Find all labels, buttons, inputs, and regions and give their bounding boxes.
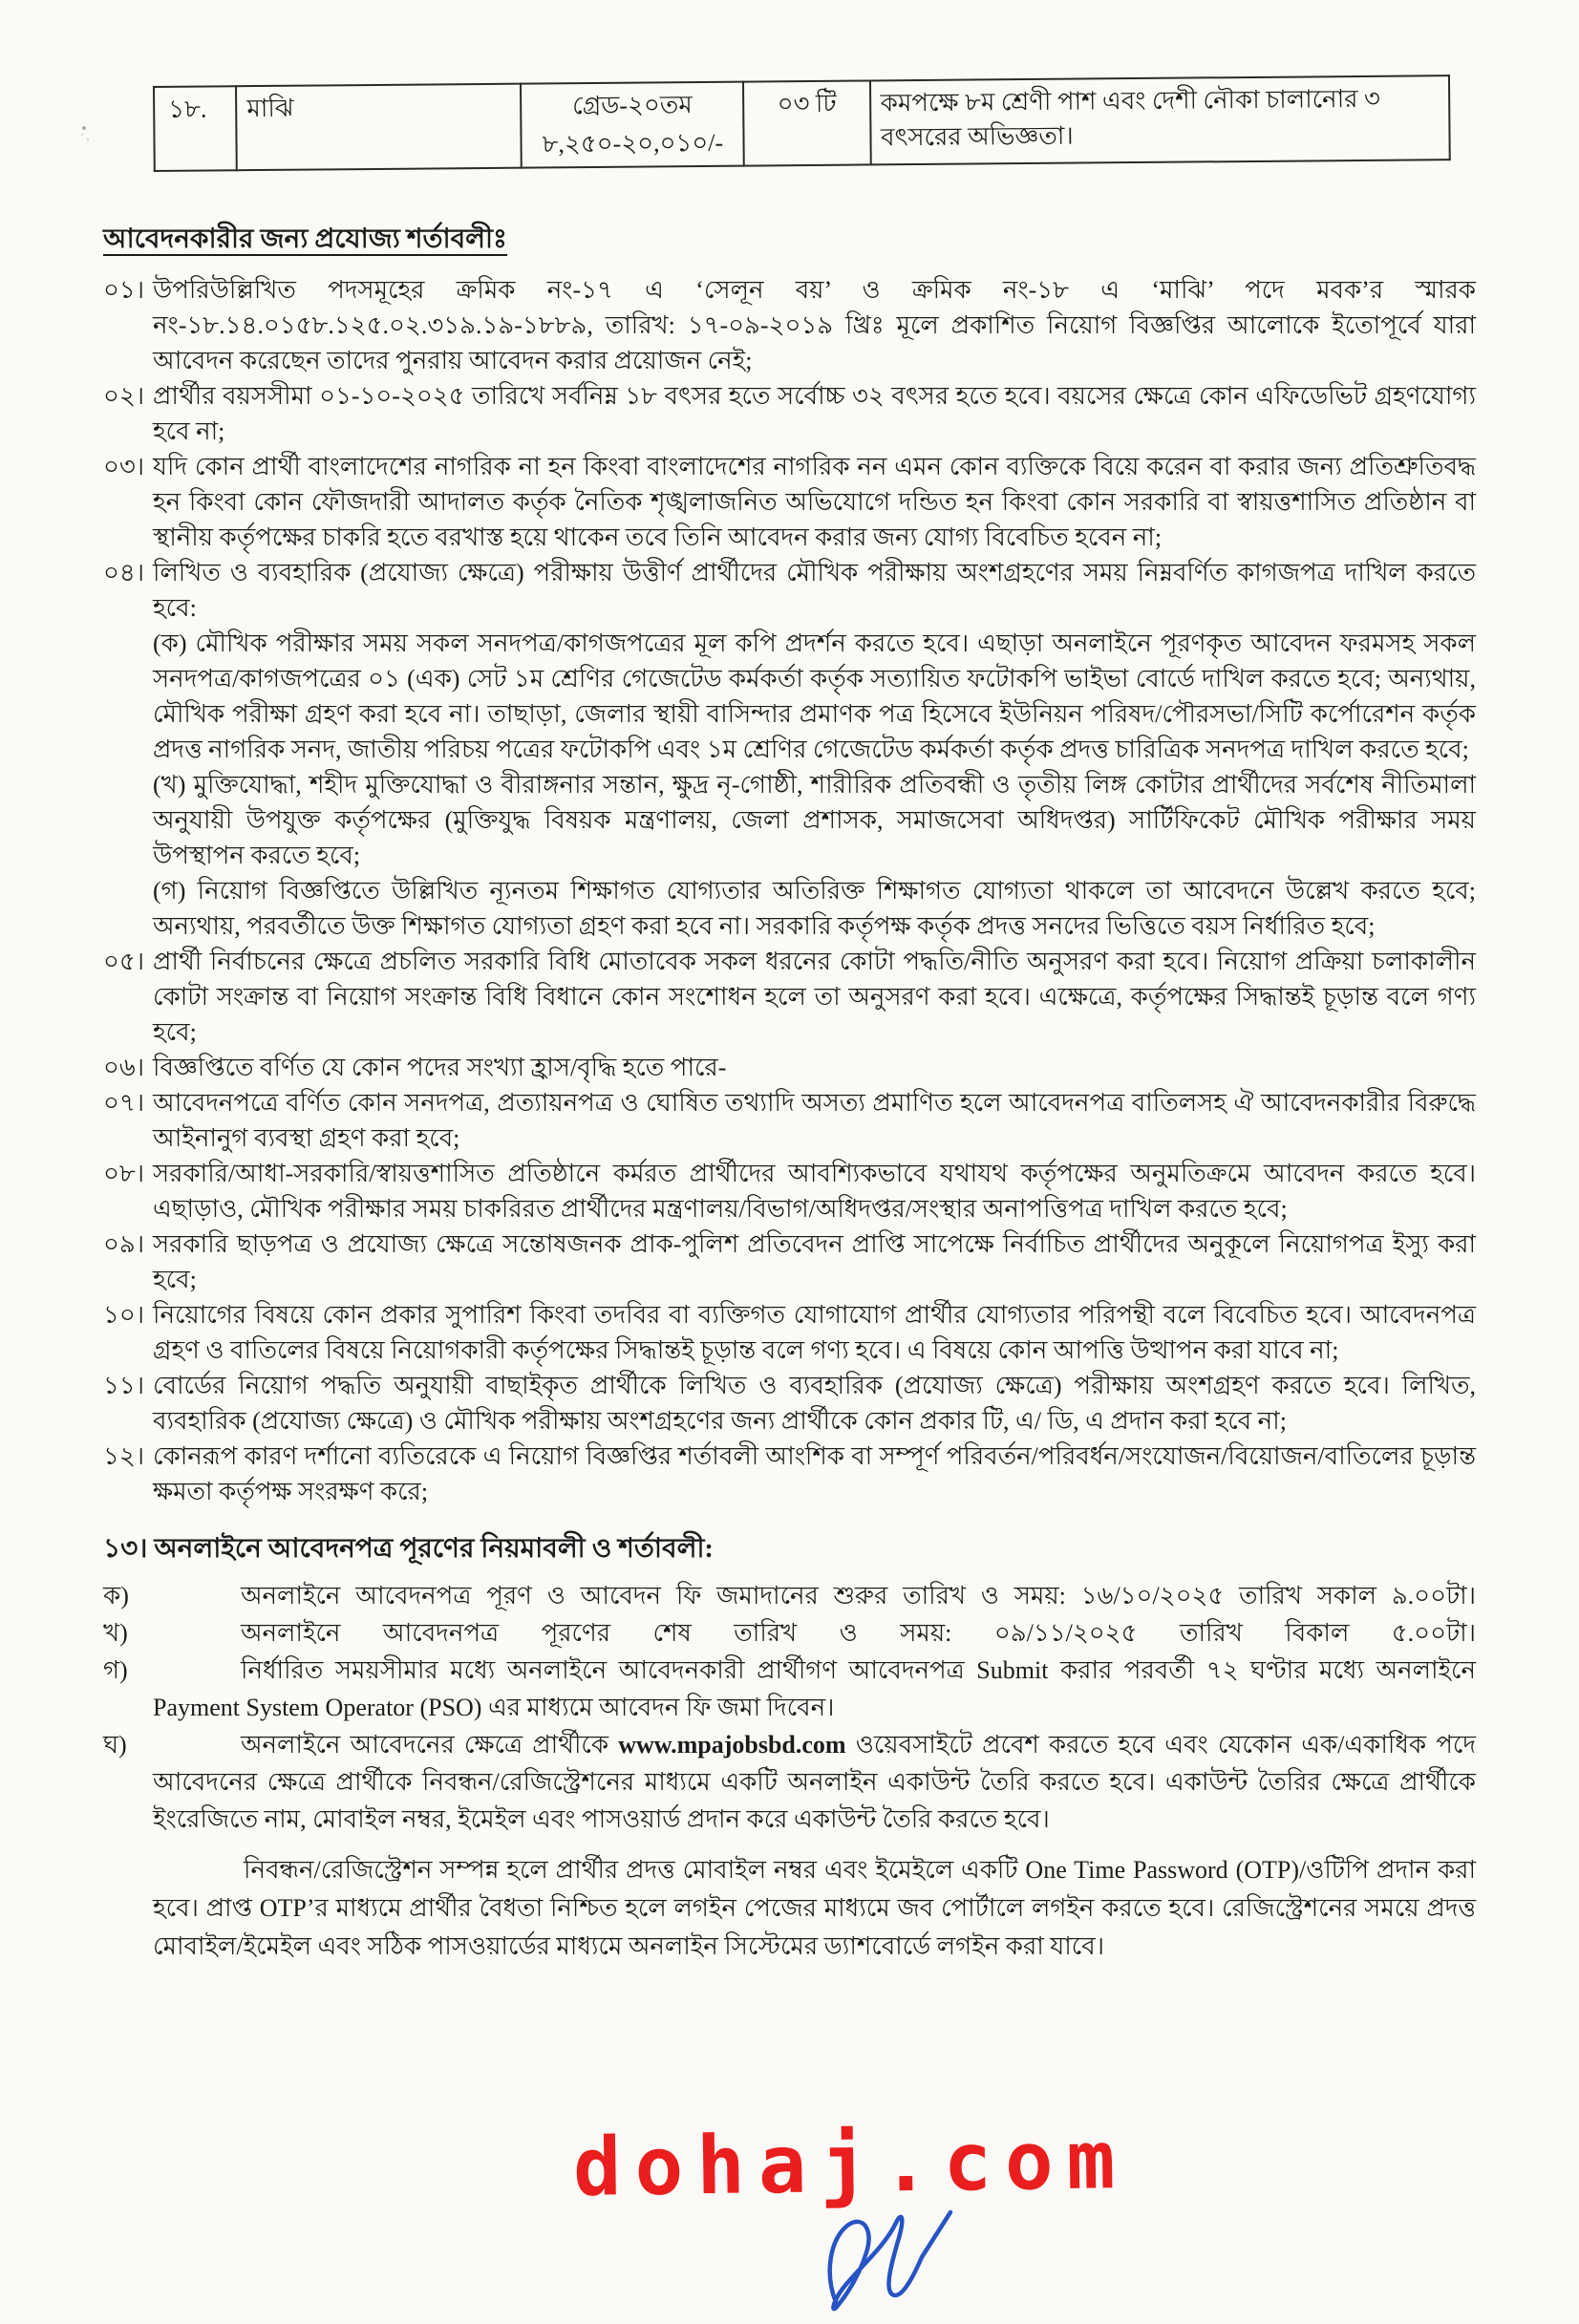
condition-text: প্রার্থীর বয়সসীমা ০১-১০-২০২৫ তারিখে সর্বনিম্ন ১৮ বৎসর হতে সর্বোচ্চ ৩২ বৎসর হতে হবে। বয়সের ক্ষেত্রে কোন এফিডেভিট গ্রহণযোগ্য হবে না; <box>153 382 1476 445</box>
cell-grade-pay <box>521 82 744 168</box>
condition-item-08 <box>103 1156 1476 1226</box>
condition-item-12 <box>103 1439 1476 1509</box>
condition-text: প্রার্থী নির্বাচনের ক্ষেত্রে প্রচলিত সরকারি বিধি মোতাবেক সকল ধরনের কোটা পদ্ধতি/নীতি অনুসরণ করা হবে। নিয়োগ প্রক্রিয়া চলাকালীন কোটা সংক্রান্ত বা নিয়োগ সংক্রান্ত বিধি বিধানে কোন সংশোধন হলে তা অনুসরণ করা হবে। এক্ষেত্রে, কর্তৃপক্ষের সিদ্ধান্তই চূড়ান্ত বলে গণ্য হবে; <box>153 948 1476 1046</box>
rule-item-kha <box>103 1614 1476 1652</box>
condition-text: কোনরূপ কারণ দর্শানো ব্যতিরেকে এ নিয়োগ বিজ্ঞপ্তির শর্তাবলী আংশিক বা সম্পূর্ণ পরিবর্তন/পরিবর্ধন/সংযোজন/বিয়োজন/বাতিলের চূড়ান্ত ক্ষমতা কর্তৃপক্ষ সংরক্ষণ করে; <box>153 1442 1476 1505</box>
signature-image <box>807 2205 989 2324</box>
serial-no: ১৮. <box>168 95 207 123</box>
condition-item-04 <box>103 555 1476 626</box>
condition-text: বোর্ডের নিয়োগ পদ্ধতি অনুযায়ী বাছাইকৃত প্রার্থীকে লিখিত ও ব্যবহারিক (প্রযোজ্য ক্ষেত্রে) পরীক্ষায় অংশগ্রহণ করতে হবে। লিখিত, ব্যবহারিক (প্রযোজ্য ক্ষেত্রে) ও মৌখিক পরীক্ষায় অংশগ্রহণের জন্য প্রার্থীকে কোন প্রকার টি, এ/ ডি, এ প্রদান করা হবে না; <box>153 1372 1476 1435</box>
qualification-text: কমপক্ষে ৮ম শ্রেণী পাশ এবং দেশী নৌকা চালানোর ৩ বৎসরের অভিজ্ঞতা। <box>880 84 1381 152</box>
condition-number: ০১। <box>103 276 145 304</box>
sub-condition-label: (গ) <box>153 877 186 905</box>
condition-number: ০৪। <box>103 559 145 586</box>
condition-text: বিজ্ঞপ্তিতে বর্ণিত যে কোন পদের সংখ্যা হ্রাস/বৃদ্ধি হতে পারে- <box>153 1054 727 1081</box>
website-url: www.mpajobsbd.com <box>618 1731 846 1759</box>
rule-text: অনলাইনে আবেদনপত্র পূরণ ও আবেদন ফি জমাদানের শুরুর তারিখ ও সময়: ১৬/১০/২০২৫ তারিখ সকাল ৯.০০টা। <box>241 1582 1476 1610</box>
scan-speckle <box>82 126 86 130</box>
rule-text: অনলাইনে আবেদনপত্র পূরণের শেষ তারিখ ও সময়: ০৯/১১/২০২৫ তারিখ বিকাল ৫.০০টা। <box>241 1619 1476 1647</box>
condition-item-02 <box>103 378 1476 449</box>
sub-condition-ka <box>103 626 1476 767</box>
condition-text: লিখিত ও ব্যবহারিক (প্রযোজ্য ক্ষেত্রে) পরীক্ষায় উত্তীর্ণ প্রার্থীদের মৌখিক পরীক্ষায় অংশগ্রহণের সময় নিম্নবর্ণিত কাগজপত্র দাখিল করতে হবে: <box>153 559 1476 622</box>
condition-item-06 <box>103 1050 1476 1085</box>
rule-label: ক) <box>103 1582 129 1610</box>
condition-text: উপরিউল্লিখিত পদসমূহের ক্রমিক নং-১৭ এ ‘সেলূন বয়’ ও ক্রমিক নং-১৮ এ ‘মাঝি’ পদে মবক’র স্মারক নং-১৮.১৪.০১৫৮.১২৫.০২.৩১৯.১৯-১৮৮৯, তারিখ: ১৭-০৯-২০১৯ খ্রিঃ মূলে প্রকাশিত নিয়োগ বিজ্ঞপ্তির আলোকে ইতোপূর্বে যারা আবেদন করেছেন তাদের পুনরায় আবেদন করার প্রয়োজন নেই; <box>153 276 1476 374</box>
post-name: মাঝি <box>246 94 294 123</box>
condition-number: ০৫। <box>103 948 145 975</box>
condition-item-05 <box>103 944 1476 1050</box>
rule-item-gha <box>103 1726 1476 1838</box>
sub-condition-text: নিয়োগ বিজ্ঞপ্তিতে উল্লিখিত ন্যূনতম শিক্ষাগত যোগ্যতার অতিরিক্ত শিক্ষাগত যোগ্যতা থাকলে তা আবেদনে উল্লেখ করতে হবে; অন্যথায়, পরবর্তীতে উক্ত শিক্ষাগত যোগ্যতা গ্রহণ করা হবে না। সরকারি কর্তৃপক্ষ কর্তৃক প্রদত্ত সনদের ভিত্তিতে বয়স নির্ধারিত হবে; <box>153 877 1476 940</box>
condition-item-07 <box>103 1085 1476 1156</box>
condition-number: ১০। <box>103 1301 145 1329</box>
rule-text: অনলাইনে আবেদনের ক্ষেত্রে প্রার্থীকে <box>241 1731 619 1759</box>
condition-item-11 <box>103 1368 1476 1439</box>
rule-item-ka <box>103 1577 1476 1614</box>
condition-number: ০৭। <box>103 1089 145 1117</box>
condition-text: আবেদনপত্রে বর্ণিত কোন সনদপত্র, প্রত্যায়নপত্র ও ঘোষিত তথ্যাদি অসত্য প্রমাণিত হলে আবেদনপত্র বাতিলসহ ঐ আবেদনকারীর বিরুদ্ধে আইনানুগ ব্যবস্থা গ্রহণ করা হবে; <box>153 1089 1476 1152</box>
cell-serial-no <box>154 86 237 171</box>
sub-condition-label: (ক) <box>153 629 187 657</box>
condition-text: যদি কোন প্রার্থী বাংলাদেশের নাগরিক না হন কিংবা বাংলাদেশের নাগরিক নন এমন কোন ব্যক্তিকে বিয়ে করেন বা করার জন্য প্রতিশ্রুতিবদ্ধ হন কিংবা কোন ফৌজদারী আদালত কর্তৃক নৈতিক শৃঙ্খলাজনিত অভিযোগে দন্ডিত হন কিংবা কোন সরকারি বা স্বায়ত্তশাসিত প্রতিষ্ঠান বা স্থানীয় কর্তৃপক্ষের চাকরি হতে বরখাস্ত হয়ে থাকেন তবে তিনি আবেদন করার জন্য যোগ্য বিবেচিত হবেন না; <box>153 453 1476 551</box>
cell-post-name <box>236 84 522 171</box>
table-row <box>154 75 1450 171</box>
sub-condition-kha <box>103 767 1476 873</box>
condition-item-03 <box>103 449 1476 555</box>
condition-text: নিয়োগের বিষয়ে কোন প্রকার সুপারিশ কিংবা তদবির বা ব্যক্তিগত যোগাযোগ প্রার্থীর যোগ্যতার পরিপন্থী বলে বিবেচিত হবে। আবেদনপত্র গ্রহণ ও বাতিলের বিষয়ে নিয়োগকারী কর্তৃপক্ষের সিদ্ধান্তই চূড়ান্ত বলে গণ্য হবে। এ বিষয়ে কোন আপত্তি উত্থাপন করা যাবে না; <box>153 1301 1476 1364</box>
cell-qualification <box>870 75 1450 164</box>
condition-number: ১২। <box>103 1442 145 1470</box>
sub-condition-text: মৌখিক পরীক্ষার সময় সকল সনদপত্র/কাগজপত্রের মূল কপি প্রদর্শন করতে হবে। এছাড়া অনলাইনে পূরণকৃত আবেদন ফরমসহ সকল সনদপত্র/কাগজপত্রের ০১ (এক) সেট ১ম শ্রেণির গেজেটেড কর্মকর্তা কর্তৃক সত্যায়িত ফটোকপি ভাইভা বোর্ডে দাখিল করতে হবে; অন্যথায়, মৌখিক পরীক্ষা গ্রহণ করা হবে না। তাছাড়া, জেলার স্থায়ী বাসিন্দার প্রমাণক পত্র হিসেবে ইউনিয়ন পরিষদ/পৌরসভা/সিটি কর্পোরেশন কর্তৃক প্রদত্ত নাগরিক সনদ, জাতীয় পরিচয় পত্রের ফটোকপি এবং ১ম শ্রেণির গেজেটেড কর্মকর্তা কর্তৃক প্রদত্ত চারিত্রিক সনদপত্র দাখিল করতে হবে; <box>153 629 1476 763</box>
pen-stroke <box>830 2212 950 2309</box>
condition-item-01 <box>103 272 1476 378</box>
condition-number: ০৬। <box>103 1054 145 1081</box>
condition-number: ০২। <box>103 382 145 410</box>
sub-condition-ga <box>103 873 1476 944</box>
scanned-document-page <box>0 86 1579 2318</box>
otp-paragraph: নিবন্ধন/রেজিস্ট্রেশন সম্পন্ন হলে প্রার্থীর প্রদত্ত মোবাইল নম্বর এবং ইমেইলে একটি One Time Password (OTP)/ওটিপি প্রদান করা হবে। প্রাপ্ত OTP’র মাধ্যমে প্রার্থীর বৈধতা নিশ্চিত হলে লগইন পেজের মাধ্যমে জব পোর্টালে লগইন করতে হবে। রেজিস্ট্রেশনের সময়ে প্রদত্ত মোবাইল/ইমেইল এবং সঠিক পাসওয়ার্ডের মাধ্যমে অনলাইন সিস্টেমের ড্যাশবোর্ডে লগইন করা যাবে। <box>153 1856 1476 1960</box>
rule-label: ঘ) <box>103 1731 127 1759</box>
condition-number: ০৯। <box>103 1230 145 1258</box>
watermark-text: dohaj.com <box>572 2112 1129 2215</box>
rule-item-ga <box>103 1652 1476 1726</box>
job-posts-table <box>153 75 1451 172</box>
sub-condition-label: (খ) <box>153 771 186 799</box>
conditions-heading: আবেদনকারীর জন্য প্রযোজ্য শর্তাবলীঃ <box>103 224 507 254</box>
rule-label: গ) <box>103 1656 128 1684</box>
condition-number: ০৮। <box>103 1160 145 1187</box>
cell-vacancy-count <box>743 80 870 165</box>
condition-number: ১১। <box>103 1372 145 1399</box>
condition-text: সরকারি ছাড়পত্র ও প্রযোজ্য ক্ষেত্রে সন্তোষজনক প্রাক-পুলিশ প্রতিবেদন প্রাপ্তি সাপেক্ষে নির্বাচিত প্রার্থীদের অনুকূলে নিয়োগপত্র ইস্যু করা হবে; <box>153 1230 1476 1293</box>
condition-text: সরকারি/আধা-সরকারি/স্বায়ত্তশাসিত প্রতিষ্ঠানে কর্মরত প্রার্থীদের আবশ্যিকভাবে যথাযথ কর্তৃপক্ষের অনুমতিক্রমে আবেদন করতে হবে। এছাড়াও, মৌখিক পরীক্ষার সময় চাকরিরত প্রার্থীদের মন্ত্রণালয়/বিভাগ/অধিদপ্তর/সংস্থার অনাপত্তিপত্র দাখিল করতে হবে; <box>153 1160 1476 1223</box>
rule-text: নির্ধারিত সময়সীমার মধ্যে অনলাইনে আবেদনকারী প্রার্থীগণ আবেদনপত্র Submit করার পরবর্তী ৭২ ঘণ্টার মধ্যে অনলাইনে Payment System Operator (PSO) এর মাধ্যমে আবেদন ফি জমা দিবেন। <box>153 1656 1476 1721</box>
condition-item-09 <box>103 1226 1476 1297</box>
rule-text: ওয়েবসাইটে প্রবেশ করতে হবে এবং যেকোন এক/একাধিক পদে আবেদনের ক্ষেত্রে প্রার্থীকে নিবন্ধন/রেজিস্ট্রেশনের মাধ্যমে একটি অনলাইন একাউন্ট তৈরি করতে হবে। একাউন্ট তৈরির ক্ষেত্রে প্রার্থীকে ইংরেজিতে নাম, মোবাইল নম্বর, ইমেইল এবং পাসওয়ার্ড প্রদান করে একাউন্ট তৈরি করতে হবে। <box>153 1731 1476 1833</box>
vacancy-count: ০৩ টি <box>777 89 837 118</box>
sub-condition-text: মুক্তিযোদ্ধা, শহীদ মুক্তিযোদ্ধা ও বীরাঙ্গনার সন্তান, ক্ষুদ্র নৃ-গোষ্ঠী, শারীরিক প্রতিবন্ধী ও তৃতীয় লিঙ্গ কোটার প্রার্থীদের সর্বশেষ নীতিমালা অনুযায়ী উপযুক্ত কর্তৃপক্ষের (মুক্তিযুদ্ধ বিষয়ক মন্ত্রণালয়, জেলা প্রশাসক, সমাজসেবা অধিদপ্তর) সার্টিফিকেট মৌখিক পরীক্ষার সময় উপস্থাপন করতে হবে; <box>153 771 1477 869</box>
rule-label: খ) <box>103 1619 128 1647</box>
pay-scale: ৮,২৫০-২০,০১০/- <box>542 128 724 159</box>
condition-item-10 <box>103 1297 1476 1368</box>
grade-label: গ্রেড-২০তম <box>572 91 693 120</box>
condition-number: ০৩। <box>103 453 145 480</box>
online-rules-heading: ১৩। অনলাইনে আবেদনপত্র পূরণের নিয়মাবলী ও শর্তাবলী: <box>103 1534 714 1564</box>
